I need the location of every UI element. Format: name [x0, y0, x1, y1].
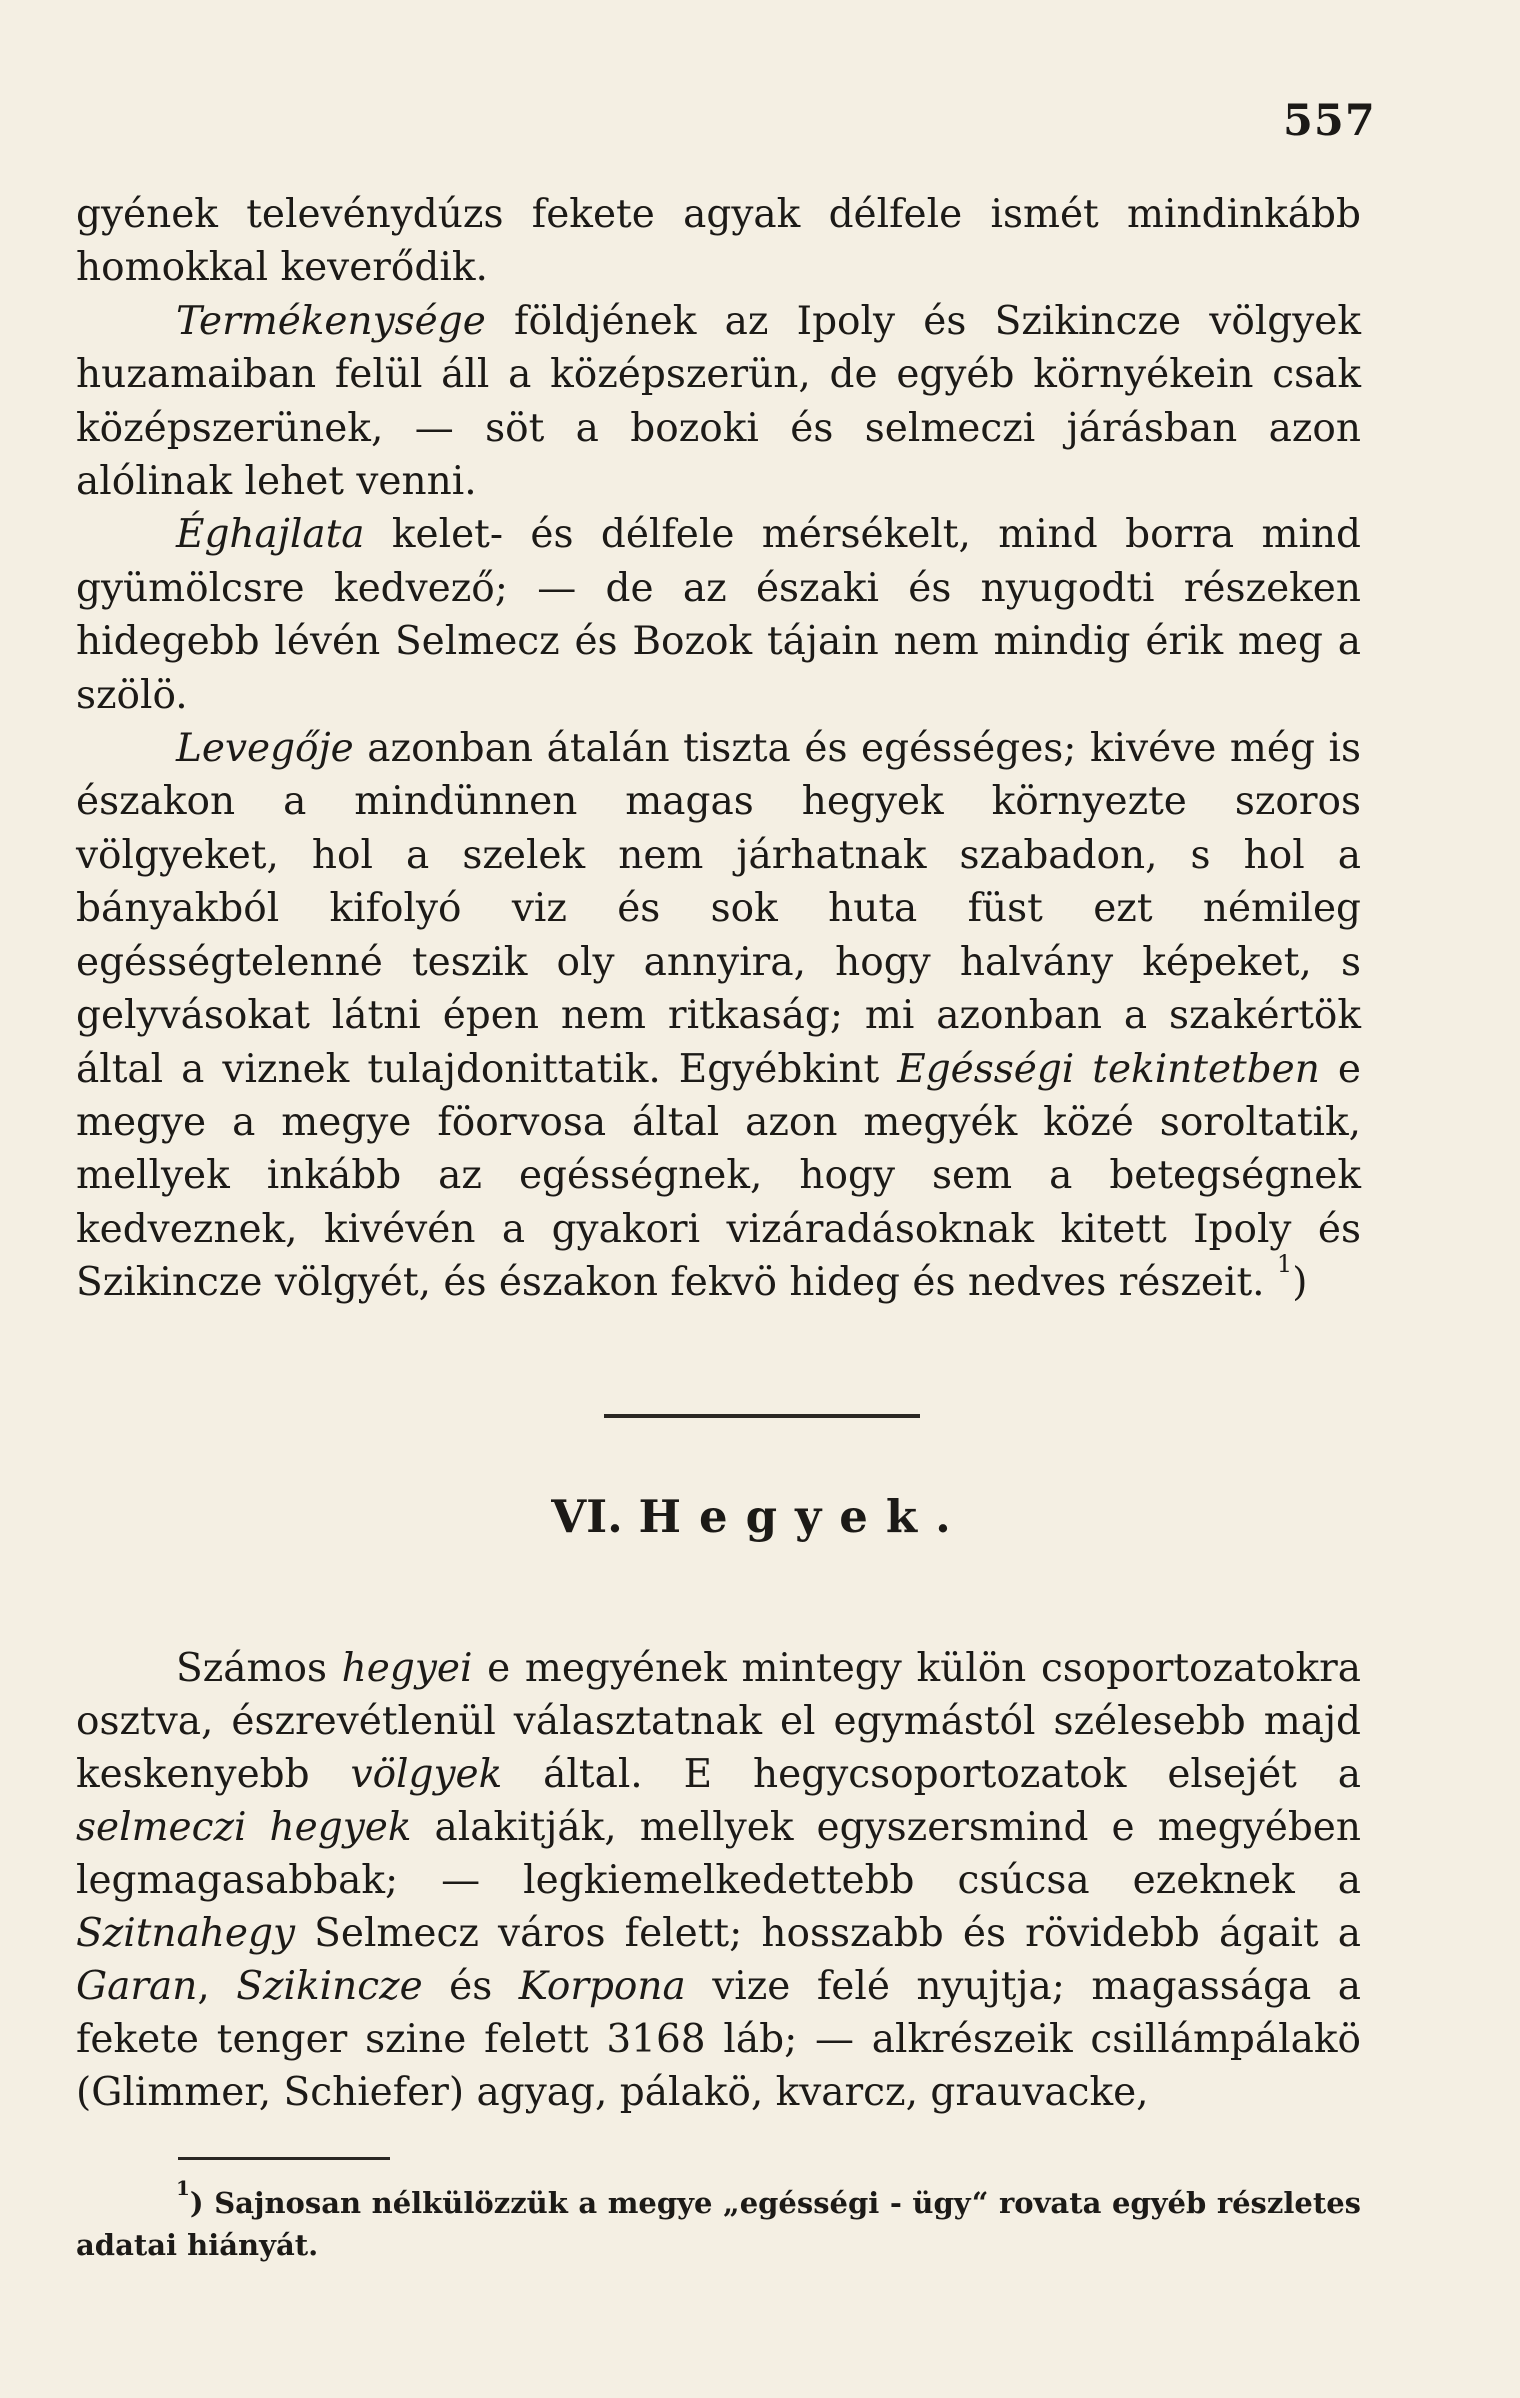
emphasized-term: Éghajlata — [176, 512, 365, 558]
footnote — [76, 2176, 1361, 2266]
emphasized-term: Garan — [76, 1964, 198, 2009]
body-text — [76, 188, 1361, 1310]
page-number: 557 — [1283, 96, 1376, 146]
footnote-text — [76, 2176, 1361, 2266]
paragraph-text: kelet- és délfele mérsékelt, mind borra mind gyümölcsre kedvező; — de az északi és nyugodti részeken hidegebb lévén Selmecz és Bozok tájain nem mindig érik meg a szölö. — [76, 512, 1361, 718]
paragraph — [76, 508, 1361, 722]
emphasized-term: Levegője — [176, 726, 354, 772]
emphasized-term: Korpona — [518, 1964, 686, 2009]
paragraph-text: földjének az Ipoly és Szikincze völgyek huzamaiban felül áll a középszerün, de egyéb környékein csak középszerünek, — söt a bozoki és selmeczi járásban azon alólinak lehet venni. — [76, 298, 1361, 505]
footnote-mark-close: ) — [189, 2186, 204, 2220]
emphasized-term: Termékenysége — [176, 298, 486, 344]
paragraph-text: azonban átalán tiszta és egésséges; kivéve még is északon a mindünnen magas hegyek környezte szoros völgyeket, hol a szelek nem járhatnak szabadon, s hol a bányakból kifolyó viz és sok huta füst ezt némileg egésségtelenné teszik oly annyira, hogy halvány képeket, s gelyvásokat látni épen nem ritkaság; mi azonban a szakértök által a viznek tulajdonittatik. Egyébkint — [76, 726, 1361, 1092]
paragraph-text: gyének televénydúzs fekete agyak délfele ismét mindinkább homokkal keverődik. — [76, 192, 1361, 291]
emphasized-term: hegyei — [341, 1646, 473, 1691]
section-divider — [604, 1414, 920, 1418]
paragraph-text: e megye a megye föorvosa által azon megyék közé soroltatik, mellyek inkább az egésségnek, hogy sem a betegségnek kedveznek, kivévén a gyakori vizáradásoknak kitett Ipoly és Szikincze völgyét, és északon fekvö hideg és nedves részeit. — [76, 1046, 1361, 1306]
emphasized-term: völgyek — [350, 1752, 503, 1797]
emphasized-term: Szitnahegy — [76, 1911, 295, 1956]
paragraph — [76, 722, 1361, 1309]
emphasized-term: selmeczi hegyek — [76, 1805, 412, 1850]
paragraph — [76, 188, 1361, 295]
paragraph: Számos hegyei e megyének mintegy külön csoportozatokra osztva, észrevétlenül választatnak el egymástól szélesebb majd keskenyebb völgyek által. E hegycsoportozatok elsejét a selmeczi hegyek alakitják, mellyek egyszersmind e megyében legmagasabbak; — legkiemelkedettebb csúcsa ezeknek a Szitnahegy Selmecz város felett; hosszabb és rövidebb ágait a Garan, Szikincze és Korpona vize felé nyujtja; magassága a fekete tenger szine felett 3168 láb; — alkrészeik csillámpálakö (Glimmer, Schiefer) agyag, pálakö, kvarcz, grauvacke, — [76, 1646, 1362, 2115]
paragraph — [76, 295, 1361, 509]
emphasized-term: Egésségi tekintetben — [897, 1046, 1320, 1092]
section-title: Hegyek. — [638, 1490, 969, 1543]
footnote-divider — [178, 2157, 390, 2160]
section-heading — [0, 1490, 1520, 1543]
footnote-mark: 1 — [176, 2176, 190, 2200]
section-numeral: VI. — [551, 1490, 623, 1543]
emphasized-term: Szikincze — [236, 1964, 423, 2009]
footnote-body: Sajnosan nélkülözzük a megye „egésségi - ügy“ rovata egyéb részletes adatai hiányát. — [76, 2186, 1361, 2262]
footnote-reference: 1 — [1276, 1250, 1293, 1279]
section-text — [76, 1642, 1361, 2119]
footnote-reference-close: ) — [1292, 1260, 1308, 1306]
